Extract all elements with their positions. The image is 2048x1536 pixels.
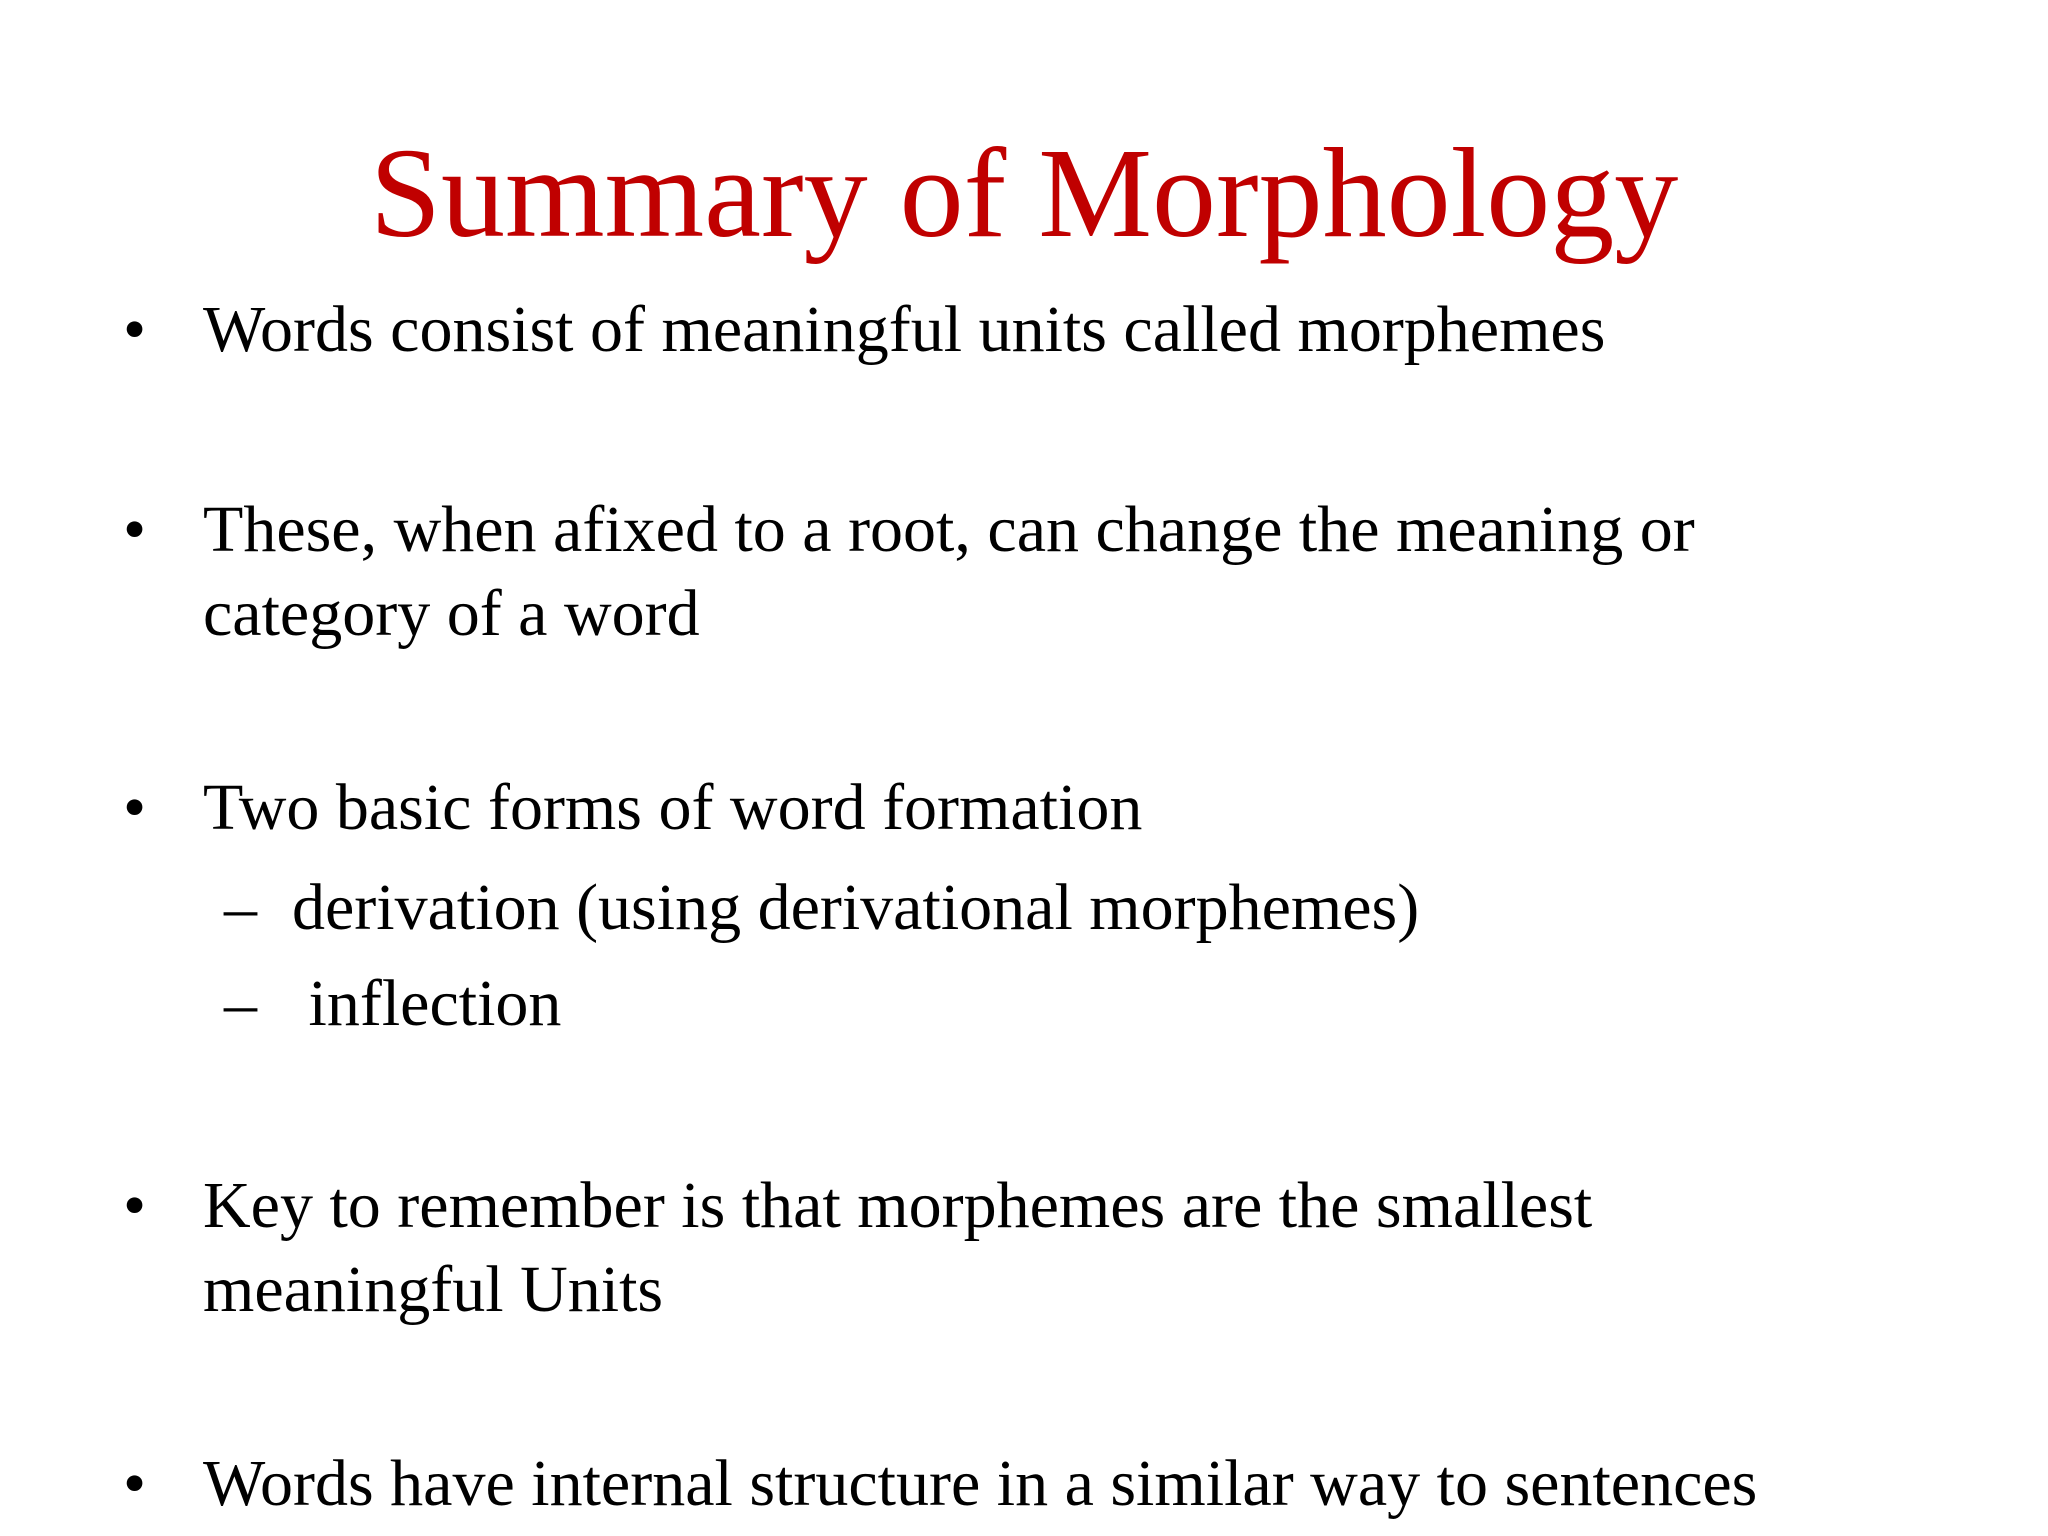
bullet-text [203, 1442, 1963, 1526]
bullet-icon: • [123, 1169, 147, 1242]
bullet-line: These, when afixed to a root, can change the meaning or [203, 493, 1695, 566]
dash-icon: – [224, 967, 257, 1040]
bullet-icon: • [123, 293, 147, 366]
sub-item-text: inflection [292, 967, 562, 1040]
bullet-icon: • [123, 771, 147, 844]
dash-icon: – [224, 871, 257, 944]
slide-title: Summary of Morphology [369, 122, 1679, 264]
bullet-line: Two basic forms of word formation [203, 771, 1143, 844]
bullet-line: Key to remember is that morphemes are the smallest [203, 1169, 1593, 1242]
bullet-text [203, 288, 1963, 372]
bullet-icon: • [123, 1447, 147, 1520]
bullet-line: Words consist of meaningful units called morphemes [203, 293, 1606, 366]
bullet-line: meaningful Units [203, 1253, 664, 1326]
bullet-text [203, 766, 1963, 850]
bullet-text [203, 488, 1963, 656]
sub-item-text: derivation (using derivational morphemes) [292, 871, 1420, 944]
bullet-text [203, 1164, 1963, 1332]
bullet-icon: • [123, 493, 147, 566]
bullet-line: Words have internal structure in a similar way to sentences [203, 1447, 1758, 1520]
bullet-line: category of a word [203, 577, 700, 650]
